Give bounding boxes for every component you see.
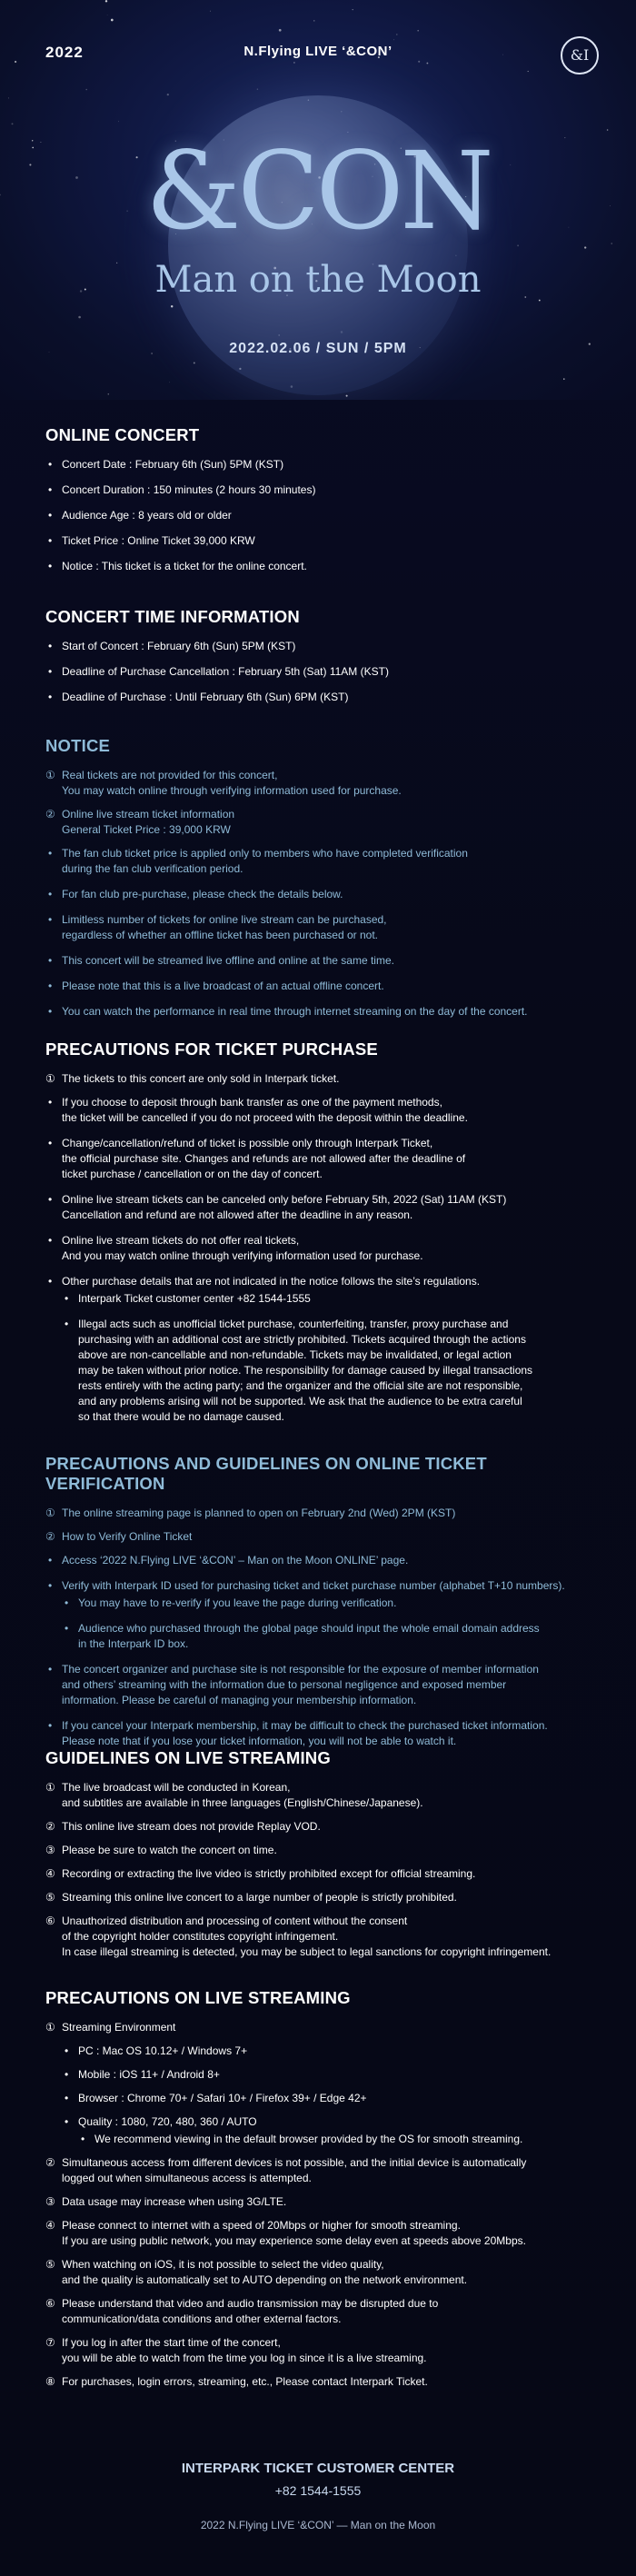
list-item: • For fan club pre-purchase, please check the details below. bbox=[45, 887, 600, 902]
section-verification bbox=[45, 1454, 600, 1759]
list-item: • If you choose to deposit through bank transfer as one of the payment methods, the ticket will be cancelled if you do not proceed with the deposit within the deadline. bbox=[45, 1095, 600, 1126]
section-online-concert bbox=[45, 425, 600, 584]
list-item: • Deadline of Purchase : Until February 6th (Sun) 6PM (KST) bbox=[45, 690, 600, 705]
section-heading: CONCERT TIME INFORMATION bbox=[45, 607, 300, 626]
list-item: • Concert Duration : 150 minutes (2 hours 30 minutes) bbox=[45, 482, 600, 498]
section-live-precautions bbox=[45, 1988, 600, 2398]
star bbox=[118, 121, 119, 122]
star bbox=[257, 88, 258, 89]
star bbox=[194, 362, 195, 363]
star bbox=[105, 0, 107, 2]
list-item: • Access ‘2022 N.Flying LIVE ‘&CON’ – Man on the Moon ONLINE’ page. bbox=[45, 1553, 600, 1568]
hero-banner bbox=[0, 0, 636, 400]
list-item: ⑥ Please understand that video and audio transmission may be disrupted due to communication/data conditions and other external factors. bbox=[45, 2297, 439, 2325]
hero-year: 2022 bbox=[45, 44, 84, 61]
star bbox=[85, 89, 87, 91]
list-item: • Quality : 1080, 720, 480, 360 / AUTO • We recommend viewing in the default browser provided by the OS for smooth streaming. bbox=[62, 2114, 600, 2147]
section-purchase-precautions bbox=[45, 1039, 600, 1435]
list-item: ② This online live stream does not provide Replay VOD. bbox=[45, 1820, 321, 1833]
purchase-bullets bbox=[45, 1095, 600, 1425]
live-precautions-list bbox=[45, 2020, 600, 2390]
star bbox=[169, 382, 170, 383]
star bbox=[528, 71, 529, 72]
notice-list bbox=[45, 768, 600, 838]
list-item: • Online live stream tickets can be canceled only before February 5th, 2022 (Sat) 11AM (KST) Cancellation and refund are not allowed after the deadline in any reason. bbox=[45, 1192, 600, 1223]
notice-bullets bbox=[45, 846, 600, 1019]
section-live-guidelines bbox=[45, 1748, 600, 1968]
list-item: • Please note that this is a live broadcast of an actual offline concert. bbox=[45, 979, 600, 994]
list-item: • Online live stream tickets do not offer real tickets, And you may watch online through verifying information used for purchase. bbox=[45, 1233, 600, 1264]
list-item: ⑦ If you log in after the start time of the concert, you will be able to watch from the time you log in since it is a live streaming. bbox=[45, 2336, 427, 2364]
star bbox=[313, 20, 314, 21]
list-item: • Audience Age : 8 years old or older bbox=[45, 508, 600, 523]
star bbox=[426, 63, 428, 65]
star bbox=[12, 123, 14, 124]
concert-subtitle: Man on the Moon bbox=[154, 259, 482, 301]
section-notice bbox=[45, 736, 600, 1029]
list-item: ② How to Verify Online Ticket bbox=[45, 1530, 193, 1543]
sub-list-item: • You may have to re-verify if you leave the page during verification. bbox=[62, 1596, 600, 1611]
list-item: • Other purchase details that are not indicated in the notice follows the site’s regulations. • Interpark Ticket customer center +82 1544-1555 • Illegal acts such as unofficial ticket purchase, counterfeiting, transfer, proxy purchase and purchasing with an additional cost are strictly prohibited. Tickets acquired through the actions above are non-cancellable and non-refundable. Tickets may be invalidated, or legal action may be taken without prior notice. The responsibility for damage caused by illegal transactions rests entirely with the acting party; and the organizer and the official site are not responsible, and any problems arising will not be supported. We ask that the audience to be extra careful so that there would be no damage caused. bbox=[45, 1274, 600, 1425]
star bbox=[171, 305, 173, 307]
list-item: ④ Please connect to internet with a speed of 20Mbps or higher for smooth streaming. If you are using public network, you may experience some delay even at speeds above 20Mbps. bbox=[45, 2219, 526, 2247]
sub-list-item: • Audience who purchased through the global page should input the whole email domain address in the Interpark ID box. bbox=[62, 1621, 600, 1652]
list-item: ⑥ Unauthorized distribution and processing of content without the consent of the copyright holder constitutes copyright infringement. In case illegal streaming is detected, you may be subject to legal sanctions for copyright infringement. bbox=[45, 1915, 552, 1958]
list-item: • Ticket Price : Online Ticket 39,000 KRW bbox=[45, 533, 600, 549]
verification-bullets bbox=[45, 1553, 600, 1749]
list-item: • Limitless number of tickets for online live stream can be purchased, regardless of whether an offline ticket has been purchased or not. bbox=[45, 912, 600, 943]
sub-list-item: • Illegal acts such as unofficial ticket purchase, counterfeiting, transfer, proxy purchase and purchasing with an additional cost are strictly prohibited. Tickets acquired through the actions above are non-cancellable and non-refundable. Tickets may be invalidated, or legal action may be taken without prior notice. The responsibility for damage caused by illegal transactions rests entirely with the acting party; and the organizer and the official site are not responsible, and any problems arising will not be supported. We ask that the audience to be extra careful so that there would be no damage caused. bbox=[62, 1317, 600, 1425]
star bbox=[108, 393, 110, 395]
star bbox=[417, 30, 419, 32]
concert-logo-title: &CON bbox=[145, 128, 491, 254]
brand-logo-icon: &I bbox=[561, 36, 599, 75]
sub-list bbox=[62, 1596, 600, 1652]
time-info-list bbox=[45, 639, 600, 705]
list-item: • PC : Mac OS 10.12+ / Windows 7+ bbox=[62, 2044, 600, 2059]
sub-list bbox=[78, 2132, 600, 2147]
list-item: • Verify with Interpark ID used for purchasing ticket and ticket purchase number (alphabet T+10 numbers). • You may have to re-verify if you leave the page during verification. • Audience who purchased through the global page should input the whole email domain address in the Interpark ID box. bbox=[45, 1578, 600, 1652]
star bbox=[15, 61, 16, 63]
list-item: ③ Data usage may increase when using 3G/LTE. bbox=[45, 2195, 287, 2208]
section-heading: PRECAUTIONS AND GUIDELINES ON ONLINE TICKET VERIFICATION bbox=[45, 1454, 487, 1493]
list-item: ⑤ When watching on iOS, it is not possible to select the video quality, and the quality is automatically set to AUTO depending on the network environment. bbox=[45, 2258, 468, 2286]
section-heading: GUIDELINES ON LIVE STREAMING bbox=[45, 1748, 331, 1767]
list-item: ① The live broadcast will be conducted in Korean, and subtitles are available in three languages (English/Chinese/Japanese). bbox=[45, 1781, 423, 1809]
list-item: • This concert will be streamed live offline and online at the same time. bbox=[45, 953, 600, 969]
star bbox=[563, 378, 564, 379]
sub-list bbox=[62, 1291, 600, 1425]
list-item: • Start of Concert : February 6th (Sun) 5PM (KST) bbox=[45, 639, 600, 654]
environment-list bbox=[62, 2044, 600, 2147]
footer-credit: 2022 N.Flying LIVE ‘&CON’ — Man on the Moon bbox=[200, 2519, 436, 2531]
list-item: • You can watch the performance in real time through internet streaming on the day of the concert. bbox=[45, 1004, 600, 1019]
online-concert-list bbox=[45, 457, 600, 574]
list-item: ③ Please be sure to watch the concert on time. bbox=[45, 1844, 277, 1856]
list-item: • Browser : Chrome 70+ / Safari 10+ / Firefox 39+ / Edge 42+ bbox=[62, 2091, 600, 2106]
purchase-numbered bbox=[45, 1071, 600, 1087]
hero-title: N.Flying LIVE ‘&CON’ bbox=[243, 44, 393, 59]
list-item: ⑧ For purchases, login errors, streaming, etc., Please contact Interpark Ticket. bbox=[45, 2375, 428, 2388]
list-item: • Notice : This ticket is a ticket for the online concert. bbox=[45, 559, 600, 574]
list-item: ① The online streaming page is planned to open on February 2nd (Wed) 2PM (KST) bbox=[45, 1507, 456, 1519]
list-item: ⑤ Streaming this online live concert to a large number of people is strictly prohibited. bbox=[45, 1891, 457, 1904]
star bbox=[279, 29, 282, 32]
concert-date: 2022.02.06 / SUN / 5PM bbox=[229, 341, 407, 356]
star bbox=[346, 395, 348, 397]
list-item: ④ Recording or extracting the live video is strictly prohibited except for official streaming. bbox=[45, 1867, 476, 1880]
star bbox=[210, 11, 211, 12]
star bbox=[393, 39, 394, 40]
list-item: ① The tickets to this concert are only sold in Interpark ticket. bbox=[45, 1072, 340, 1085]
star bbox=[293, 62, 295, 64]
star bbox=[78, 316, 81, 319]
star bbox=[607, 129, 609, 131]
customer-center-title: INTERPARK TICKET CUSTOMER CENTER bbox=[181, 2461, 455, 2476]
list-item: • The concert organizer and purchase site is not responsible for the exposure of member information and others’ streaming with the information due to personal negligence and exposed member information. Please be careful of managing your membership information. bbox=[45, 1662, 600, 1708]
star bbox=[8, 97, 9, 98]
list-item: • Mobile : iOS 11+ / Android 8+ bbox=[62, 2067, 600, 2083]
list-item: • Concert Date : February 6th (Sun) 5PM (KST) bbox=[45, 457, 600, 472]
section-heading: PRECAUTIONS ON LIVE STREAMING bbox=[45, 1988, 351, 2007]
list-item: • Change/cancellation/refund of ticket is possible only through Interpark Ticket, the official purchase site. Changes and refunds are not allowed after the deadline of ticket purchase / cancellation or on the day of concert. bbox=[45, 1136, 600, 1182]
list-item: ② Simultaneous access from different devices is not possible, and the initial device is automatically logged out when simultaneous access is attempted. bbox=[45, 2156, 527, 2184]
list-item: ① Real tickets are not provided for this concert, You may watch online through verifying information used for purchase. bbox=[45, 769, 402, 797]
star bbox=[584, 246, 586, 248]
list-item: • Deadline of Purchase Cancellation : February 5th (Sat) 11AM (KST) bbox=[45, 664, 600, 680]
sub-list-item: • Interpark Ticket customer center +82 1544-1555 bbox=[62, 1291, 600, 1307]
section-heading: PRECAUTIONS FOR TICKET PURCHASE bbox=[45, 1039, 378, 1059]
customer-center-phone: +82 1544-1555 bbox=[274, 2483, 362, 2498]
star bbox=[111, 19, 114, 22]
list-item: ② Online live stream ticket information General Ticket Price : 39,000 KRW bbox=[45, 808, 235, 836]
star bbox=[418, 61, 420, 63]
sub-list-item: • We recommend viewing in the default browser provided by the OS for smooth streaming. bbox=[78, 2132, 600, 2147]
verification-numbered bbox=[45, 1506, 600, 1545]
list-item: • The fan club ticket price is applied only to members who have completed verification during the fan club verification period. bbox=[45, 846, 600, 877]
star bbox=[396, 34, 397, 35]
section-time-info bbox=[45, 607, 600, 715]
section-heading: NOTICE bbox=[45, 736, 111, 755]
guidelines-list bbox=[45, 1780, 600, 1960]
list-item: • If you cancel your Interpark membership, it may be difficult to check the purchased ticket information. Please note that if you lose your ticket information, you will not be able to watch it. bbox=[45, 1718, 600, 1749]
list-item: ① Streaming Environment • PC : Mac OS 10.12+ / Windows 7+ • Mobile : iOS 11+ / Android 8+ • Browser : Chrome 70+ / Safari 10+ / Firefox 39+ / Edge 42+ • Quality : 1080, 720, 480, 360 / AUTO • We recommend viewing in the default browser provided by the OS for smooth streaming. bbox=[45, 2020, 600, 2147]
section-heading: ONLINE CONCERT bbox=[45, 425, 200, 444]
star bbox=[167, 94, 169, 95]
